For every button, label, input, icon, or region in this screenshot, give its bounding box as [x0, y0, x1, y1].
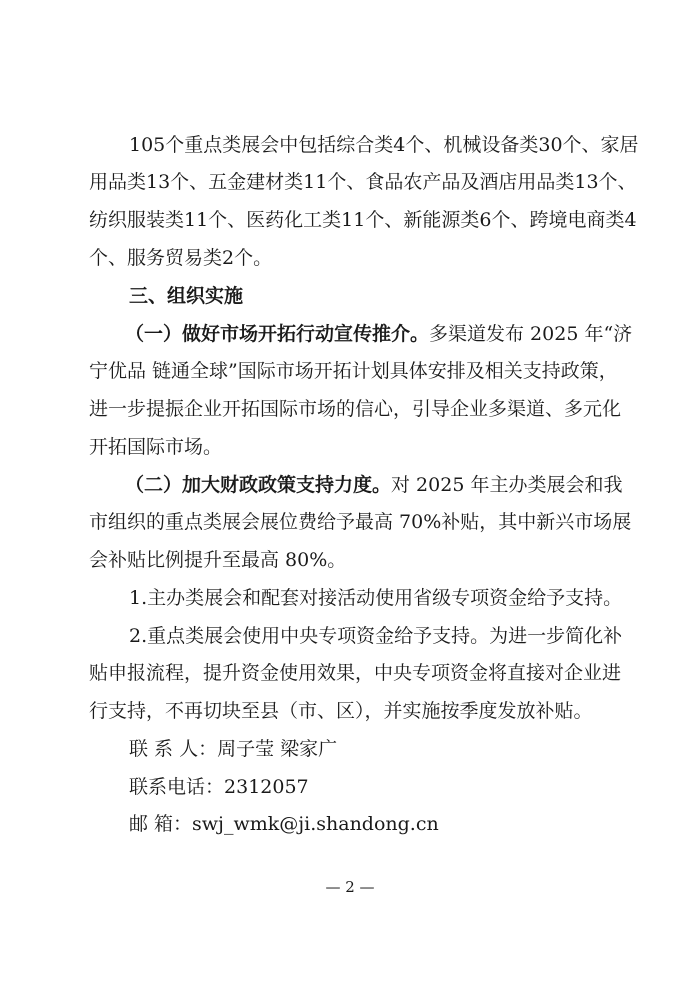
contact-phone-line	[129, 775, 309, 799]
paragraph-3-line-1	[125, 473, 622, 497]
contact-phone-label: 联系电话：	[129, 776, 225, 798]
paragraph-1-line-2: 用品类13个、五金建材类11个、食品农产品及酒店用品类13个、	[89, 171, 637, 193]
contact-phone-value: 2312057	[224, 776, 309, 798]
paragraph-1-line-1: 105个重点类展会中包括综合类4个、机械设备类30个、家居	[129, 134, 639, 156]
paragraph-5-line-2: 贴申报流程，提升资金使用效果，中央专项资金将直接对企业进	[89, 662, 622, 684]
paragraph-2-line-1	[125, 322, 632, 346]
paragraph-3-line-1-rest: 对 2025 年主办类展会和我	[391, 474, 623, 496]
contact-email-value: swj_wmk@ji.shandong.cn	[192, 813, 439, 835]
paragraph-1-line-4: 个、服务贸易类2个。	[89, 247, 273, 269]
paragraph-3-line-3: 会补贴比例提升至最高 80%。	[89, 549, 347, 571]
paragraph-2-line-4: 开拓国际市场。	[89, 436, 223, 458]
contact-person-label: 联 系 人：	[129, 738, 218, 760]
paragraph-2-line-2: 宁优品 链通全球”国际市场开拓计划具体安排及相关支持政策，	[89, 360, 618, 382]
paragraph-5-line-3: 行支持，不再切块至县（市、区），并实施按季度发放补贴。	[89, 700, 593, 722]
paragraph-2-line-3: 进一步提振企业开拓国际市场的信心，引导企业多渠道、多元化	[89, 398, 622, 420]
contact-email-line	[129, 812, 439, 836]
paragraph-4-line-1: 1.主办类展会和配套对接活动使用省级专项资金给予支持。	[129, 587, 623, 609]
paragraph-1-line-3: 纺织服装类11个、医药化工类11个、新能源类6个、跨境电商类4	[89, 209, 637, 231]
paragraph-5-line-1: 2.重点类展会使用中央专项资金给予支持。为进一步简化补	[129, 625, 623, 647]
page-number: — 2 —	[325, 878, 375, 896]
contact-email-label: 邮 箱：	[129, 813, 193, 835]
paragraph-2-line-1-rest: 多渠道发布 2025 年“济	[429, 323, 633, 345]
paragraph-3-line-2: 市组织的重点类展会展位费给予最高 70%补贴，其中新兴市场展	[89, 511, 632, 533]
paragraph-3-title: （二）加大财政政策支持力度。	[125, 474, 392, 496]
section-heading: 三、组织实施	[129, 285, 244, 307]
contact-person-value: 周子莹 梁家广	[217, 738, 338, 760]
contact-person-line	[129, 737, 337, 761]
paragraph-2-title: （一）做好市场开拓行动宣传推介。	[125, 323, 430, 345]
